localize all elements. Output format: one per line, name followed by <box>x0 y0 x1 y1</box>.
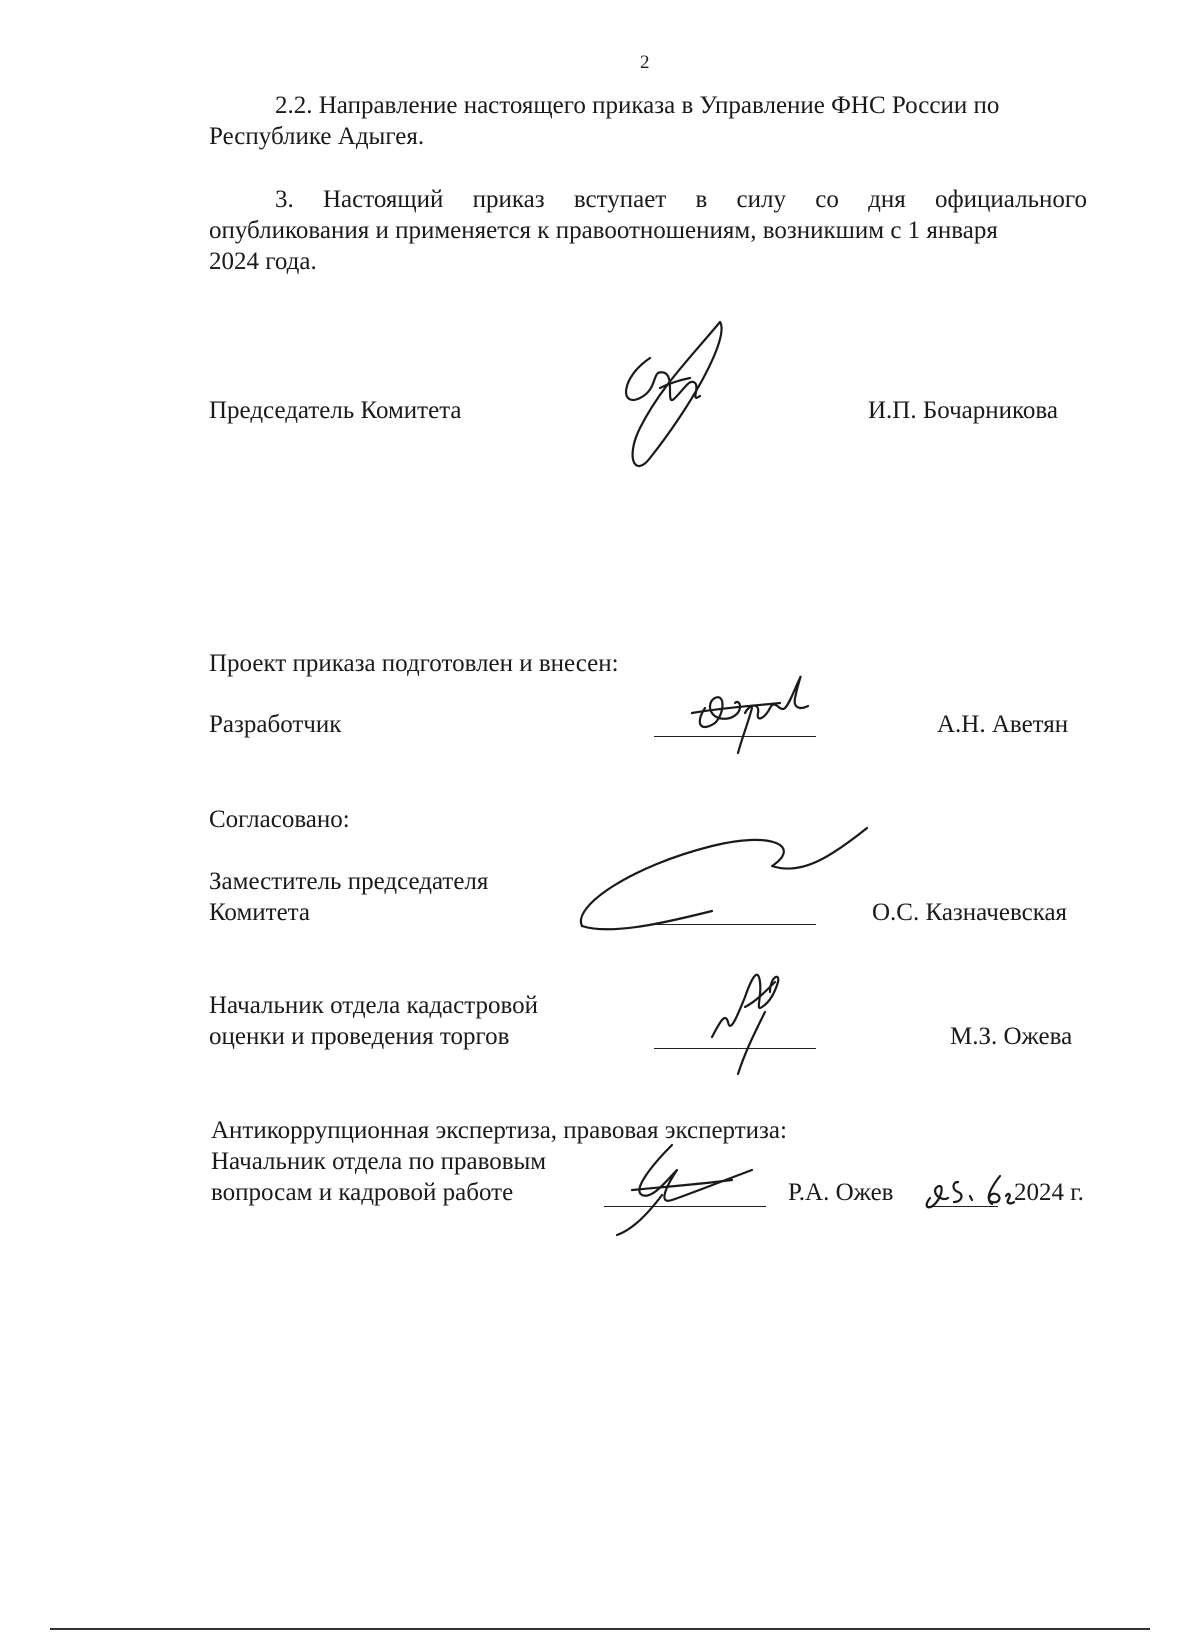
legal-head-title-line1: Начальник отдела по правовым <box>211 1148 547 1175</box>
deputy-signature <box>572 826 872 946</box>
page-number: 2 <box>640 52 650 73</box>
footer-rule <box>50 1628 1150 1630</box>
department-head-title-line2: оценки и проведения торгов <box>209 1023 510 1050</box>
paragraph-3-line2: опубликования и применяется к правоотношениям, возникшим с 1 января <box>209 217 998 244</box>
agreed-heading: Согласовано: <box>209 806 350 833</box>
developer-name: А.Н. Аветян <box>937 711 1069 738</box>
expertise-heading: Антикоррупционная экспертиза, правовая экспертиза: <box>211 1117 787 1144</box>
chairman-signature <box>620 318 740 468</box>
chairman-title: Председатель Комитета <box>209 397 462 424</box>
deputy-title-line2: Комитета <box>209 899 311 926</box>
legal-head-name: Р.А. Ожев <box>788 1179 894 1206</box>
paragraph-2-2-line2: Республике Адыгея. <box>209 123 425 150</box>
paragraph-3-line3: 2024 года. <box>209 248 317 275</box>
legal-head-signature <box>612 1140 762 1240</box>
chairman-name: И.П. Бочарникова <box>868 397 1058 424</box>
department-head-signature <box>700 962 810 1082</box>
project-intro: Проект приказа подготовлен и внесен: <box>209 650 619 677</box>
paragraph-2-2-line1: 2.2. Направление настоящего приказа в Управление ФНС России по <box>275 92 1000 119</box>
department-head-title-line1: Начальник отдела кадастровой <box>209 992 538 1019</box>
date-year: 2024 г. <box>1014 1179 1084 1206</box>
paragraph-3-line1: 3. Настоящий приказ вступает в силу со дня официального <box>275 186 1087 213</box>
legal-head-title-line2: вопросам и кадровой работе <box>211 1179 514 1206</box>
developer-title: Разработчик <box>209 711 342 738</box>
developer-signature <box>690 668 820 758</box>
department-head-name: М.З. Ожева <box>950 1023 1073 1050</box>
deputy-title-line1: Заместитель председателя <box>209 868 489 895</box>
deputy-name: О.С. Казначевская <box>872 899 1068 926</box>
handwritten-date <box>922 1168 1014 1214</box>
